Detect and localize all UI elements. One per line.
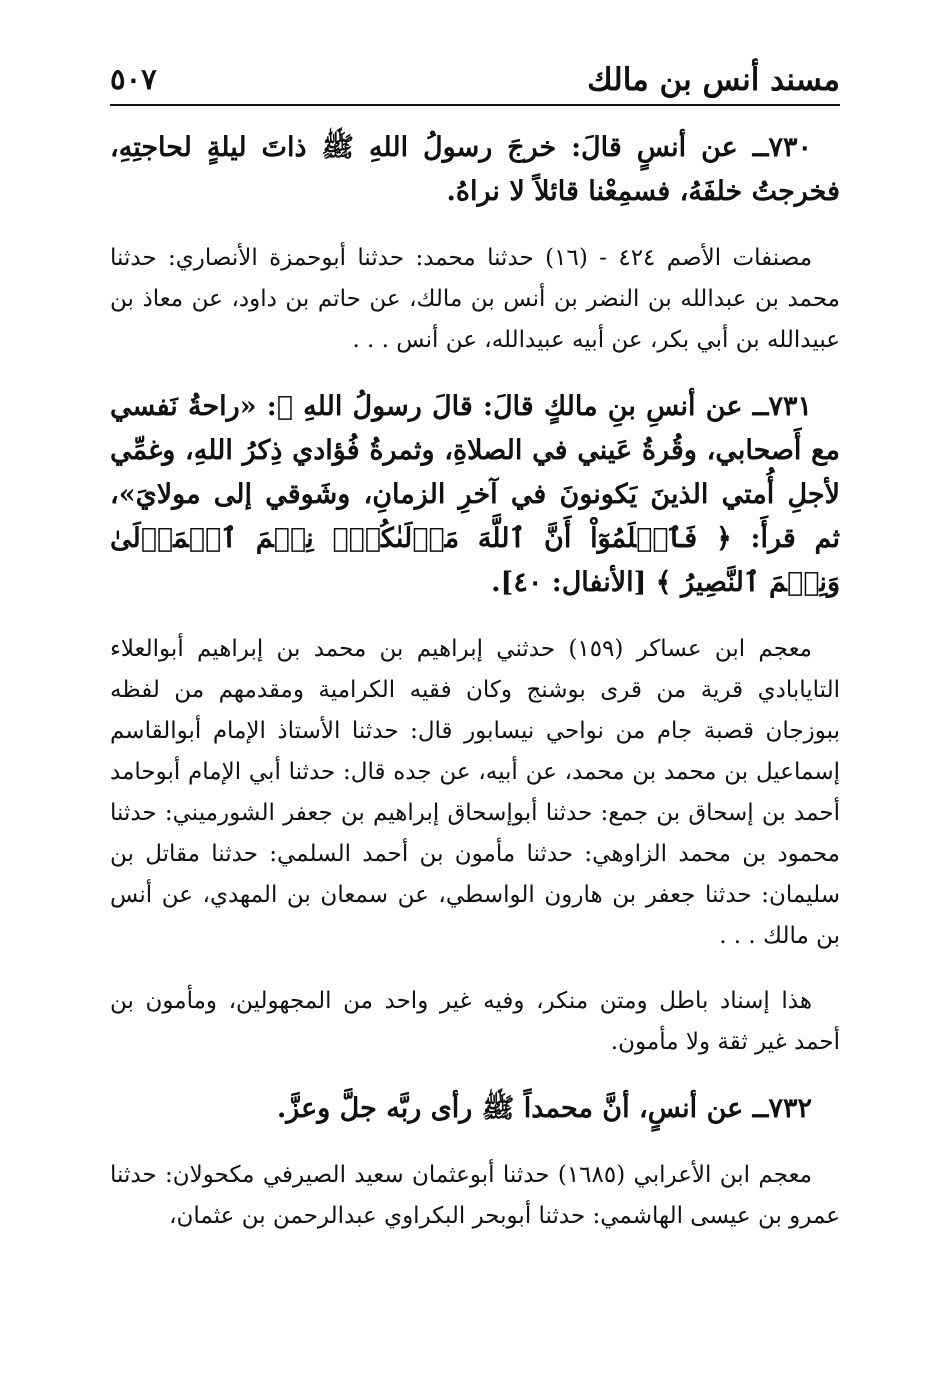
running-header <box>110 58 840 104</box>
hadith-732: ٧٣٢ــ عن أنسٍ، أنَّ محمداً ﷺ رأى ربَّه جلَّ وعزَّ. <box>276 1093 812 1124</box>
hadith-731: ٧٣١ــ عن أنسِ بنِ مالكٍ قالَ: قالَ رسولُ اللهِ ﷺ: «راحةُ نَفسي مع أَصحابي، وقُرةُ عَيني في الصلاةِ، وثمرةُ فُؤادي ذِكرُ اللهِ، وغمِّي لأجلِ أُمتي الذينَ يَكونونَ في آخرِ الزمانِ، وشَوقي إلى مولايَ»، ثم قرأَ: ﴿ فَٱعۡلَمُوٓاْ أَنَّ ٱللَّهَ مَوۡلَىٰكُمۡۚ نِعۡمَ ٱلۡمَوۡلَىٰ وَنِعۡمَ ٱلنَّصِيرُ ﴾ [الأنفال: ٤٠]. <box>110 391 840 598</box>
hadith-730: ٧٣٠ــ عن أنسٍ قالَ: خرجَ رسولُ اللهِ ﷺ ذاتَ ليلةٍ لحاجتِهِ، فخرجتُ خلفَهُ، فسمِعْنا قائلاً لا نراهُ. <box>110 132 840 207</box>
page-body <box>110 126 840 1261</box>
header-divider <box>110 104 840 106</box>
source-note-732: معجم ابن الأعرابي (١٦٨٥) حدثنا أبوعثمان سعيد الصيرفي مكحولان: حدثنا عمرو بن عيسى الهاشمي: حدثنا أبوبحر البكراوي عبدالرحمن بن عثمان، <box>110 1162 840 1229</box>
source-note-731: معجم ابن عساكر (١٥٩) حدثني إبراهيم بن محمد بن إبراهيم أبوالعلاء التايابادي قرية من قرى بوشنج وكان فقيه الكرامية ومقدمهم من لفظه ببوزجان قصبة جام من نواحي نيسابور قال: حدثنا الأستاذ الإمام أبوالقاسم إسماعيل بن محمد بن محمد، عن أبيه، عن جده قال: حدثنا أبي الإمام أبوحامد أحمد بن إسحاق بن جمع: حدثنا أبوإسحاق إبراهيم بن جعفر الشورميني: حدثنا محمود بن محمد الزاوهي: حدثنا مأمون بن أحمد السلمي: حدثنا مقاتل بن سليمان: حدثنا جعفر بن هارون الواسطي، عن سمعان بن المهدي، عن أنس بن مالك . . . <box>110 636 840 949</box>
source-note-730: مصنفات الأصم ٤٢٤ - (١٦) حدثنا محمد: حدثنا أبوحمزة الأنصاري: حدثنا محمد بن عبدالله بن النضر بن أنس بن مالك، عن حاتم بن داود، عن معاذ بن عبيدالله بن أبي بكر، عن أبيه عبيدالله، عن أنس . . . <box>110 245 840 353</box>
page-number: ٥٠٧ <box>110 62 157 96</box>
grading-note-731: هذا إسناد باطل ومتن منكر، وفيه غير واحد من المجهولين، ومأمون بن أحمد غير ثقة ولا مأمون. <box>110 988 840 1055</box>
book-title: مسند أنس بن مالك <box>587 62 840 98</box>
